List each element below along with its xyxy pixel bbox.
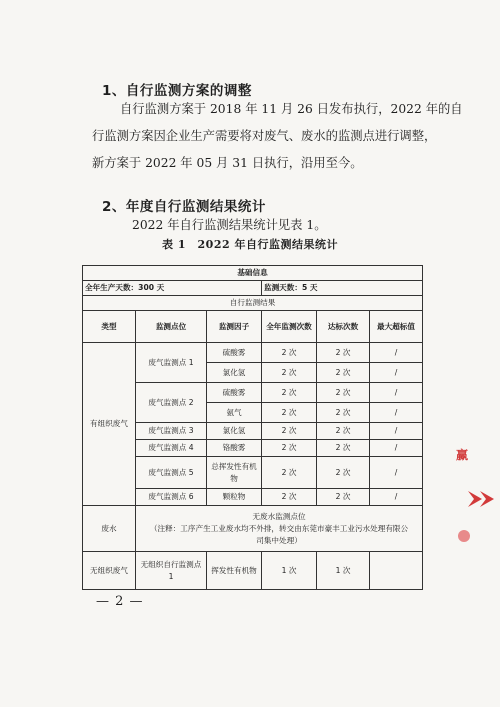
stamp-fragment-icon (466, 487, 496, 511)
cell-point: 无组织自行监测点 1 (136, 552, 207, 590)
section2-heading: 2、年度自行监测结果统计 (102, 199, 266, 215)
stamp-fragment-text: 赢 (456, 448, 469, 462)
wastewater-note-line-3: 司集中处理） (256, 535, 302, 545)
cell-point: 废气监测点 6 (136, 489, 207, 506)
header-factor: 监测因子 (207, 311, 262, 343)
cell-pass: 2 次 (317, 440, 370, 457)
header-type: 类型 (83, 311, 136, 343)
section1-paragraph-line-3: 新方案于 2022 年 05 月 31 日执行，沿用至今。 (92, 156, 363, 170)
results-table (82, 265, 423, 590)
header-count: 全年监测次数 (262, 311, 317, 343)
type-unorganized: 无组织废气 (83, 552, 136, 590)
header-max: 最大超标值 (370, 311, 423, 343)
section2-intro: 2022 年自行监测结果统计见表 1。 (132, 218, 327, 232)
cell-max: / (370, 363, 423, 383)
table-header-row (83, 311, 423, 343)
header-pass: 达标次数 (317, 311, 370, 343)
cell-factor: 颗粒物 (207, 489, 262, 506)
cell-factor: 氨气 (207, 403, 262, 423)
cell-pass: 2 次 (317, 383, 370, 403)
cell-count: 2 次 (262, 423, 317, 440)
table-row-wastewater (83, 506, 423, 552)
monitoring-days: 监测天数：5 天 (262, 281, 423, 296)
cell-count: 2 次 (262, 403, 317, 423)
results-title: 自行监测结果 (83, 296, 423, 311)
page-number: — 2 — (96, 594, 144, 609)
wastewater-note-line-1: 无废水监测点位 (252, 511, 306, 521)
cell-factor: 挥发性有机物 (207, 552, 262, 590)
cell-factor: 总挥发性有机物 (207, 457, 262, 489)
table-row (83, 343, 423, 363)
stamp-fragment-dot-icon (458, 530, 470, 542)
production-days: 全年生产天数：300 天 (83, 281, 262, 296)
cell-factor: 硫酸雾 (207, 383, 262, 403)
cell-point: 废气监测点 3 (136, 423, 207, 440)
cell-count: 2 次 (262, 489, 317, 506)
cell-pass: 2 次 (317, 423, 370, 440)
cell-max: / (370, 457, 423, 489)
cell-count: 1 次 (262, 552, 317, 590)
cell-max: / (370, 343, 423, 363)
cell-point: 废气监测点 2 (136, 383, 207, 423)
cell-factor: 氯化氢 (207, 423, 262, 440)
cell-count: 2 次 (262, 363, 317, 383)
cell-pass: 2 次 (317, 489, 370, 506)
cell-factor: 氯化氢 (207, 363, 262, 383)
cell-point: 废气监测点 4 (136, 440, 207, 457)
cell-pass: 2 次 (317, 343, 370, 363)
cell-count: 2 次 (262, 383, 317, 403)
cell-point: 废气监测点 5 (136, 457, 207, 489)
cell-count: 2 次 (262, 457, 317, 489)
cell-max: / (370, 403, 423, 423)
cell-pass: 2 次 (317, 363, 370, 383)
cell-max: / (370, 423, 423, 440)
cell-max (370, 552, 423, 590)
table-row (83, 281, 423, 296)
section1-heading: 1、自行监测方案的调整 (102, 83, 252, 99)
cell-max: / (370, 383, 423, 403)
header-point: 监测点位 (136, 311, 207, 343)
type-wastewater: 废水 (83, 506, 136, 552)
table-row-unorganized (83, 552, 423, 590)
cell-pass: 1 次 (317, 552, 370, 590)
cell-pass: 2 次 (317, 457, 370, 489)
cell-factor: 硫酸雾 (207, 343, 262, 363)
cell-factor: 铬酸雾 (207, 440, 262, 457)
table-row (83, 296, 423, 311)
cell-count: 2 次 (262, 440, 317, 457)
cell-max: / (370, 440, 423, 457)
type-organized: 有组织废气 (83, 343, 136, 506)
cell-count: 2 次 (262, 343, 317, 363)
table-row (83, 266, 423, 281)
cell-pass: 2 次 (317, 403, 370, 423)
wastewater-note-line-2: （注释：工序产生工业废水均不外排，转交由东莞市豪丰工业污水处理有限公 (149, 523, 409, 533)
cell-max: / (370, 489, 423, 506)
basic-info-title: 基础信息 (83, 266, 423, 281)
table-caption: 表 1 2022 年自行监测结果统计 (162, 238, 338, 251)
cell-point: 废气监测点 1 (136, 343, 207, 383)
section1-paragraph-line-1: 自行监测方案于 2018 年 11 月 26 日发布执行，2022 年的自 (120, 102, 463, 116)
section1-paragraph-line-2: 行监测方案因企业生产需要将对废气、废水的监测点进行调整， (92, 129, 437, 143)
wastewater-note-cell (136, 506, 423, 552)
